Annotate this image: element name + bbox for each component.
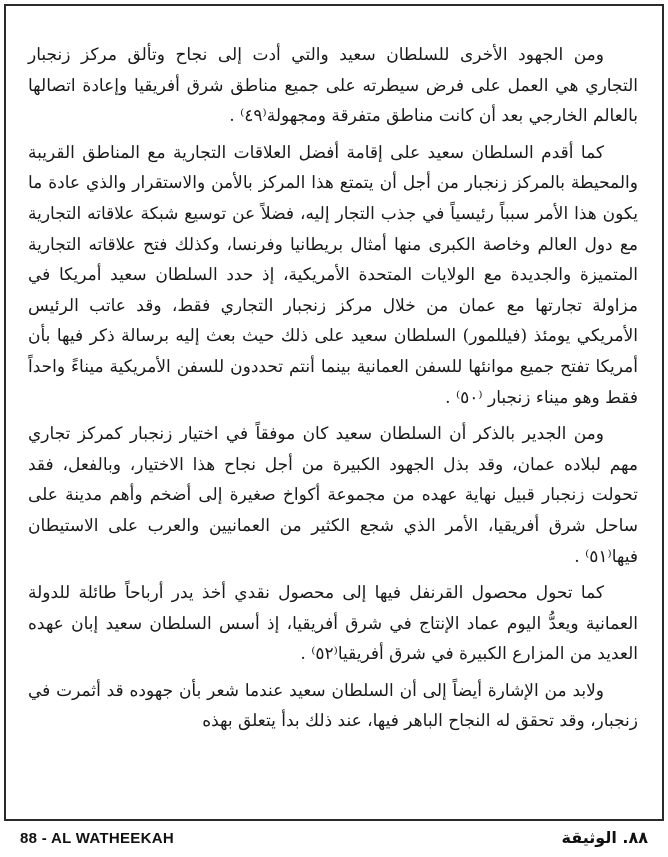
page-number-arabic: ٨٨. الوثيقة (561, 828, 648, 847)
paragraph-5: ولابد من الإشارة أيضاً إلى أن السلطان سعيد عندما شعر بأن جهوده قد أثمرت في زنجبار، وقد تحقق له النجاح الباهر فيها، عند ذلك بدأ يتعلق بهذه (28, 680, 638, 732)
page-number-latin: 88 - AL WATHEEKAH (20, 830, 175, 847)
paragraph-2: كما أقدم السلطان سعيد على إقامة أفضل العلاقات التجارية مع المناطق القريبة والمحيطة بالمركز زنجبار من أجل أن يتمتع هذا المركز بالأمن والاستقرار والذي عادة ما يكون هذا الأمر سبباً رئيسياً في جذب التجار إليه، فضلاً عن توسيع شبكة علاقاته التجارية مع دول العالم وخاصة الكبرى منها أمثال بريطانيا وفرنسا، وكذلك فتح علاقاته التجارية المتميزة والجديدة مع الولايات المتحدة الأمريكية، إذ حدد السلطان سعيد أمريكا في مزاولة تجارتها مع عمان من خلال مركز زنجبار التجاري فقط، وقد عاتب الرئيس الأمريكي يومئذ (فيللمور) السلطان سعيد على ذلك حيث بعث إليه برسالة ذكر فيها بأن أمريكا تفتح جميع موانئها للسفن العمانية بينما أنتم تحددون للسفن الأمريكية ميناءً واحداً فقط وهو ميناء زنجبار ⁽٥٠⁾ . (28, 142, 638, 408)
paragraph-1: ومن الجهود الأخرى للسلطان سعيد والتي أدت إلى نجاح وتألق مركز زنجبار التجاري هي العمل على فرض سيطرته على جميع مناطق شرق أفريقيا وإعادة اتصالها بالعالم الخارجي بعد أن كانت مناطق متفرقة ومجهولة⁽٤٩⁾ . (28, 45, 638, 127)
page-frame (4, 4, 664, 821)
paragraph-3: ومن الجدير بالذكر أن السلطان سعيد كان موفقاً في اختيار زنجبار كمركز تجاري مهم لبلاده عمان، وقد بذل الجهود الكبيرة من أجل نجاح هذا الاختيار، وبالفعل، فقد تحولت زنجبار قبيل نهاية عهده من مجموعة أكواخ صغيرة إلى أضخم وأهم مدينة على ساحل شرق أفريقيا، الأمر الذي شجع الكثير من العمانيين والعرب على الاستيطان فيها⁽٥١⁾ . (28, 424, 638, 567)
paragraph-4: كما تحول محصول القرنفل فيها إلى محصول نقدي أخذ يدر أرباحاً طائلة للدولة العمانية ويعدُّ اليوم عماد الإنتاج في شرق أفريقيا، إذ أسس السلطان سعيد إبان عهده العديد من المزارع الكبيرة في شرق أفريقيا⁽٥٢⁾ . (28, 583, 638, 665)
article-body (28, 40, 638, 743)
page-footer (0, 822, 668, 857)
